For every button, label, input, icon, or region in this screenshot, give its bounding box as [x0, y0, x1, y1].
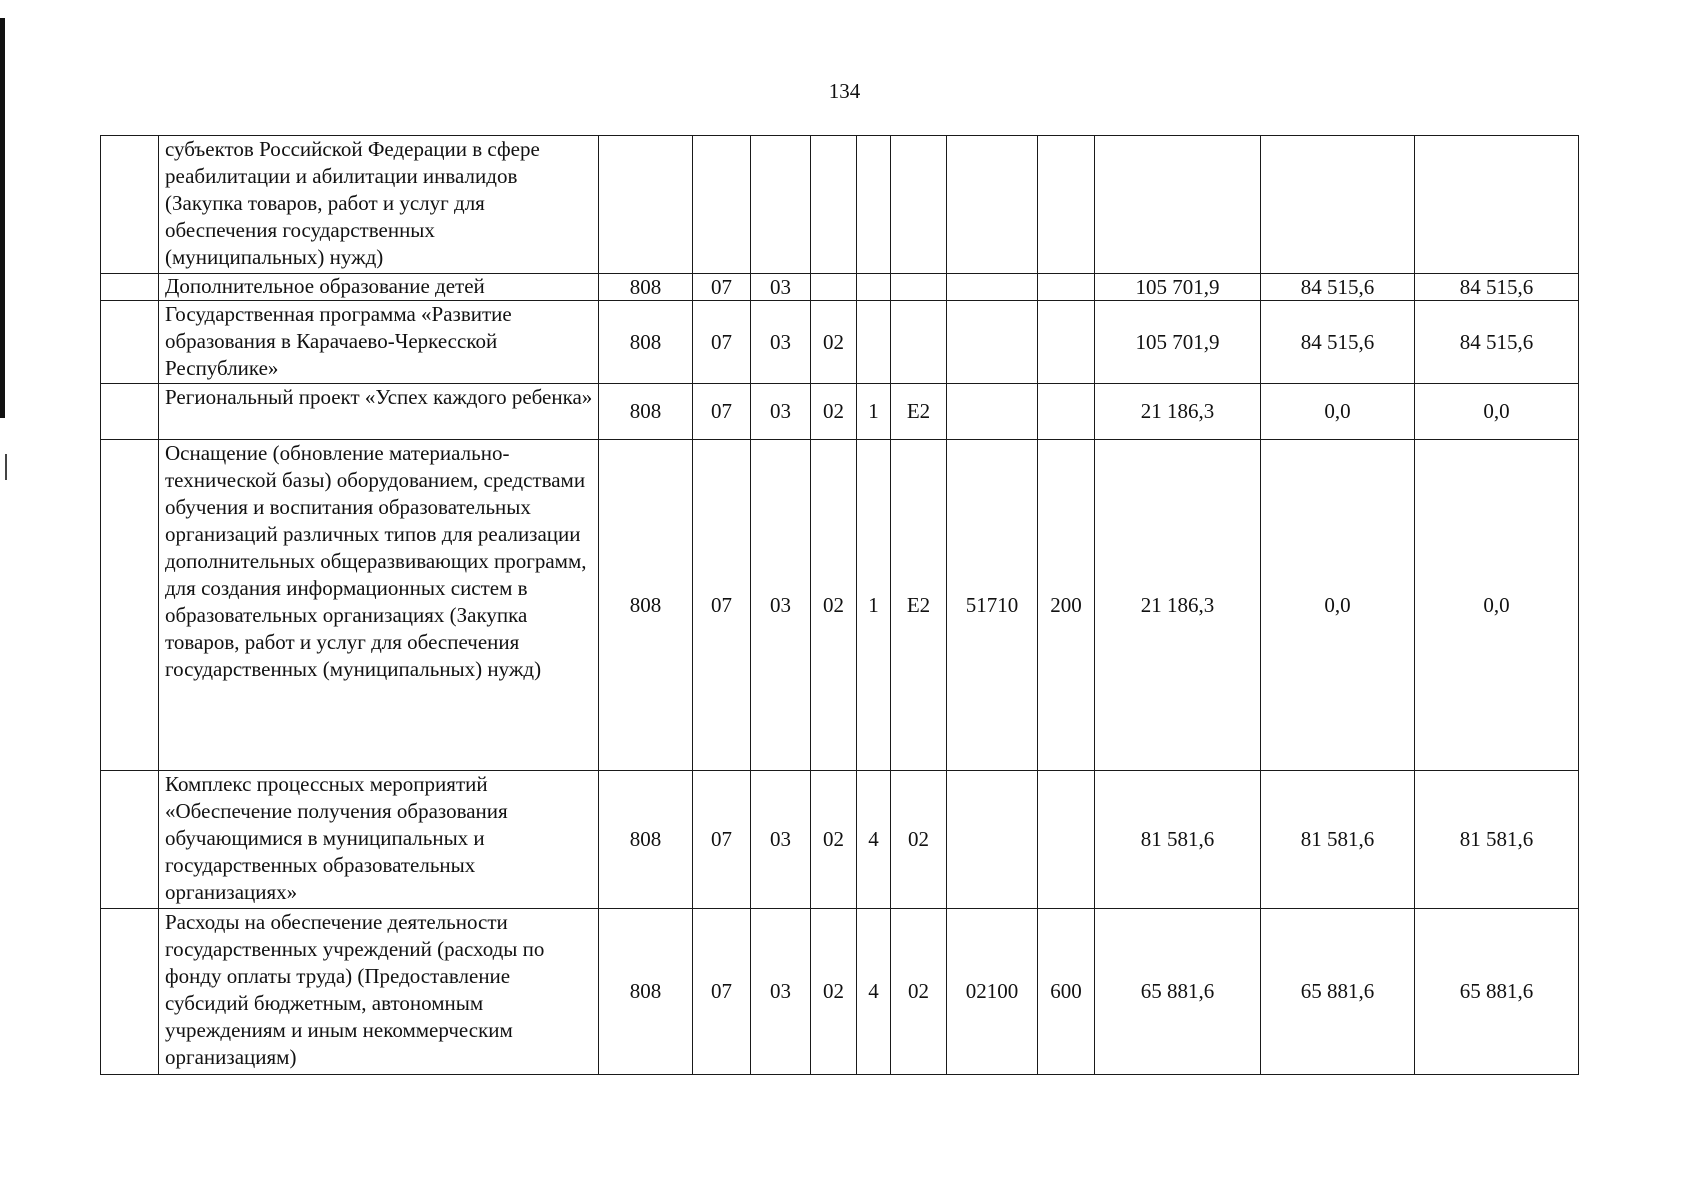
- table-row: [101, 909, 1579, 1075]
- code-direction: [947, 384, 1038, 440]
- amount-year-1: 65 881,6: [1095, 909, 1261, 1075]
- code-expense-type: [1038, 136, 1095, 274]
- code-project: 02: [891, 771, 947, 909]
- code-section: [693, 136, 751, 274]
- table-row: [101, 274, 1579, 301]
- code-subsection: 03: [751, 301, 811, 384]
- code-subsection: [751, 136, 811, 274]
- row-name: Комплекс процессных мероприятий «Обеспечение получения образования обучающимися в муниципальных и государственных образовательных организациях»: [159, 771, 599, 909]
- amount-year-3: 84 515,6: [1415, 301, 1579, 384]
- table-row: [101, 440, 1579, 771]
- code-subsection: 03: [751, 909, 811, 1075]
- code-admin: 808: [599, 909, 693, 1075]
- amount-year-1: 21 186,3: [1095, 440, 1261, 771]
- code-subprogram: 4: [857, 771, 891, 909]
- amount-year-2: [1261, 136, 1415, 274]
- code-expense-type: 600: [1038, 909, 1095, 1075]
- code-subprogram: 4: [857, 909, 891, 1075]
- table-row: [101, 771, 1579, 909]
- scan-edge-mark: [0, 18, 5, 418]
- code-admin: [599, 136, 693, 274]
- code-direction: [947, 771, 1038, 909]
- code-subsection: 03: [751, 384, 811, 440]
- row-name: Региональный проект «Успех каждого ребенка»: [159, 384, 599, 440]
- code-section: 07: [693, 301, 751, 384]
- code-expense-type: [1038, 384, 1095, 440]
- amount-year-3: [1415, 136, 1579, 274]
- blank-cell: [101, 440, 159, 771]
- code-expense-type: 200: [1038, 440, 1095, 771]
- amount-year-3: 81 581,6: [1415, 771, 1579, 909]
- blank-cell: [101, 771, 159, 909]
- code-subprogram: 1: [857, 440, 891, 771]
- blank-cell: [101, 909, 159, 1075]
- amount-year-2: 65 881,6: [1261, 909, 1415, 1075]
- amount-year-3: 84 515,6: [1415, 274, 1579, 301]
- row-name: Оснащение (обновление материально-технической базы) оборудованием, средствами обучения и воспитания образовательных организаций различных типов для реализации дополнительных общеразвивающих программ, для создания информационных систем в образовательных организациях (Закупка товаров, работ и услуг для обеспечения государственных (муниципальных) нужд): [159, 440, 599, 771]
- code-subprogram: [857, 274, 891, 301]
- code-subprogram: [857, 301, 891, 384]
- code-program: [811, 136, 857, 274]
- code-program: 02: [811, 771, 857, 909]
- code-project: [891, 136, 947, 274]
- code-expense-type: [1038, 771, 1095, 909]
- amount-year-3: 0,0: [1415, 440, 1579, 771]
- row-name: Расходы на обеспечение деятельности государственных учреждений (расходы по фонду оплаты труда) (Предоставление субсидий бюджетным, автономным учреждениям и иным некоммерческим организациям): [159, 909, 599, 1075]
- scan-artifact: [5, 454, 7, 480]
- amount-year-1: 105 701,9: [1095, 274, 1261, 301]
- code-section: 07: [693, 909, 751, 1075]
- table-row: [101, 136, 1579, 274]
- page-number: 134: [828, 79, 861, 103]
- amount-year-2: 84 515,6: [1261, 274, 1415, 301]
- code-section: 07: [693, 440, 751, 771]
- code-section: 07: [693, 771, 751, 909]
- code-project: Е2: [891, 440, 947, 771]
- amount-year-1: 81 581,6: [1095, 771, 1261, 909]
- amount-year-1: 21 186,3: [1095, 384, 1261, 440]
- code-subprogram: [857, 136, 891, 274]
- code-program: 02: [811, 440, 857, 771]
- code-direction: [947, 136, 1038, 274]
- code-direction: [947, 301, 1038, 384]
- code-project: Е2: [891, 384, 947, 440]
- code-program: 02: [811, 909, 857, 1075]
- row-name: Государственная программа «Развитие образования в Карачаево-Черкесской Республике»: [159, 301, 599, 384]
- row-name: Дополнительное образование детей: [159, 274, 599, 301]
- blank-cell: [101, 384, 159, 440]
- code-expense-type: [1038, 274, 1095, 301]
- budget-table: [100, 135, 1579, 1075]
- code-subsection: 03: [751, 440, 811, 771]
- code-section: 07: [693, 384, 751, 440]
- amount-year-2: 0,0: [1261, 440, 1415, 771]
- code-project: [891, 301, 947, 384]
- amount-year-2: 84 515,6: [1261, 301, 1415, 384]
- code-direction: 51710: [947, 440, 1038, 771]
- amount-year-3: 65 881,6: [1415, 909, 1579, 1075]
- amount-year-2: 0,0: [1261, 384, 1415, 440]
- code-direction: 02100: [947, 909, 1038, 1075]
- code-project: [891, 274, 947, 301]
- code-program: 02: [811, 301, 857, 384]
- code-subprogram: 1: [857, 384, 891, 440]
- code-expense-type: [1038, 301, 1095, 384]
- code-project: 02: [891, 909, 947, 1075]
- code-admin: 808: [599, 301, 693, 384]
- amount-year-1: 105 701,9: [1095, 301, 1261, 384]
- table-row: [101, 301, 1579, 384]
- code-program: [811, 274, 857, 301]
- blank-cell: [101, 301, 159, 384]
- table-row: [101, 384, 1579, 440]
- code-subsection: 03: [751, 274, 811, 301]
- amount-year-3: 0,0: [1415, 384, 1579, 440]
- code-admin: 808: [599, 274, 693, 301]
- amount-year-2: 81 581,6: [1261, 771, 1415, 909]
- code-program: 02: [811, 384, 857, 440]
- code-admin: 808: [599, 771, 693, 909]
- code-section: 07: [693, 274, 751, 301]
- code-admin: 808: [599, 384, 693, 440]
- code-subsection: 03: [751, 771, 811, 909]
- blank-cell: [101, 274, 159, 301]
- row-name: субъектов Российской Федерации в сфере реабилитации и абилитации инвалидов (Закупка товаров, работ и услуг для обеспечения государственных (муниципальных) нужд): [159, 136, 599, 274]
- amount-year-1: [1095, 136, 1261, 274]
- blank-cell: [101, 136, 159, 274]
- code-direction: [947, 274, 1038, 301]
- code-admin: 808: [599, 440, 693, 771]
